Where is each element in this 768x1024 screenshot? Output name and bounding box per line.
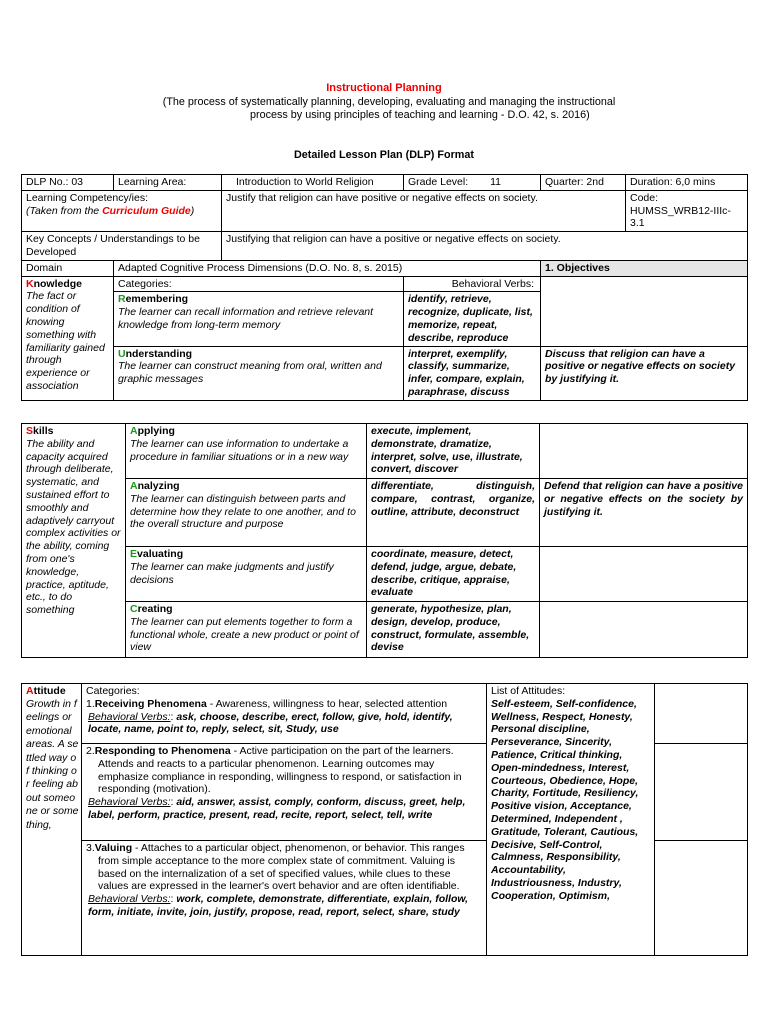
creating-objective-empty	[540, 602, 748, 658]
responding-title-line	[86, 745, 482, 796]
attitude-list-label: List of Attitudes:	[491, 685, 566, 697]
competency-note-pre: (Taken from the	[26, 204, 103, 217]
code-cell	[626, 190, 748, 231]
learning-area-value: Introduction to World Religion	[222, 175, 404, 191]
attitude-heading	[26, 685, 79, 698]
code-label: Code:	[630, 191, 659, 204]
applying-description: The learner can use information to undertake a procedure in familiar situations or in a new way	[130, 437, 349, 463]
valuing-verbs: work, complete, demonstrate, differentiate, explain, follow, form, initiate, invite, join, justify, propose, read, report, select, share, study	[88, 893, 469, 918]
analyzing-cap: A	[130, 480, 138, 492]
skills-rest: kills	[33, 425, 54, 437]
responding-number: 2.	[86, 745, 95, 757]
knowledge-heading	[26, 278, 109, 291]
skills-table	[21, 423, 748, 658]
valuing-number: 3.	[86, 842, 95, 854]
knowledge-verbs-label: Behavioral Verbs:	[404, 276, 541, 292]
remembering-rest: emembering	[125, 293, 189, 306]
learning-area-label: Learning Area:	[114, 175, 222, 191]
receiving-title-line	[86, 698, 482, 711]
receiving-verbs-line: Behavioral Verbs:: ask, choose, describe, erect, follow, give, hold, identify, locate, name, point to, reply, select, sit, Study, use	[88, 710, 453, 736]
dlp-info-table	[21, 174, 748, 401]
receiving-description: - Awareness, willingness to hear, selected attention	[206, 697, 448, 710]
attitude-list-cell	[487, 684, 655, 956]
skills-domain-cell	[22, 424, 126, 658]
attitude-list: Self-esteem, Self-confidence, Wellness, Respect, Honesty, Personal discipline, Perseverance, Sincerity, Patience, Critical thinking, Open-mindedness, Interest, Courteous, Obedience, Hope, Charity, Fortitude, Resiliency, Positive vision, Acceptance, Determined, Independent , Gratitude, Tolerant, Cautious, Decisive, Self-Control, Calmness, Responsibility, Accountability, Industriousness, Industry, Cooperation, Optimism,	[491, 697, 639, 902]
evaluating-cell	[126, 547, 367, 602]
remembering-verbs: identify, retrieve, recognize, duplicate, list, memorize, repeat, describe, reproduce	[404, 292, 541, 346]
applying-cap: A	[130, 425, 138, 437]
valuing-verbs-label: Behavioral Verbs:	[88, 893, 171, 906]
understanding-rest: nderstanding	[125, 347, 193, 360]
evaluating-rest: valuating	[137, 548, 184, 560]
understanding-cell	[114, 346, 404, 400]
attitude-domain-cell	[22, 684, 82, 956]
responding-name: Responding to Phenomena	[94, 745, 231, 757]
understanding-cap: U	[118, 347, 126, 360]
key-concepts-label: Key Concepts / Understandings to be Developed	[22, 232, 222, 261]
remembering-cell	[114, 292, 404, 346]
responding-description: - Active participation on the part of the learners. Attends and reacts to a particular phenomenon. Learning outcomes may emphasize compliance in responding, willingness to respond, or satisfaction in responding (motivation).	[98, 745, 462, 796]
knowledge-objective-empty-1	[541, 276, 748, 346]
creating-verbs: generate, hypothesize, plan, design, develop, produce, construct, formulate, assemble, devise	[367, 602, 540, 658]
knowledge-categories-label: Categories:	[114, 276, 404, 292]
understanding-description: The learner can construct meaning from oral, written and graphic messages	[118, 360, 382, 386]
responding-phenomena-cell	[82, 744, 487, 841]
understanding-heading	[118, 348, 399, 361]
understanding-verbs: interpret, exemplify, classify, summarize, infer, compare, explain, paraphrase, discuss	[404, 346, 541, 400]
duration: Duration: 6,0 mins	[626, 175, 748, 191]
knowledge-domain-cell	[22, 276, 114, 400]
creating-cap: C	[130, 603, 138, 615]
competency-note	[26, 205, 194, 217]
analyzing-description: The learner can distinguish between parts and determine how they relate to one another, and to the overall structure and purpose	[130, 492, 356, 531]
understanding-objective: Discuss that religion can have a positive or negative effects on society by justifying it.	[541, 346, 748, 400]
skills-objective: Defend that religion can have a positive or negative effects on the society by justifying it.	[540, 479, 748, 547]
remembering-description: The learner can recall information and retrieve relevant knowledge from long-term memory	[118, 306, 374, 331]
attitude-cap: A	[26, 685, 34, 697]
knowledge-cap: K	[26, 277, 34, 290]
applying-cell	[126, 424, 367, 479]
skills-description: The ability and capacity acquired through deliberate, systematic, and sustained effort to smoothly and adaptively carryout complex activities or the ability, coming from one's knowledge, practice, aptitude, etc., to do something	[26, 437, 121, 617]
format-title: Detailed Lesson Plan (DLP) Format	[294, 149, 474, 161]
responding-verbs-line: Behavioral Verbs:: aid, answer, assist, comply, conform, discuss, greet, help, label, perform, practice, present, read, recite, report, select, tell, write	[88, 796, 466, 821]
valuing-name: Valuing	[94, 842, 133, 854]
creating-description: The learner can put elements together to form a functional whole, create a new product or point of view	[130, 615, 359, 654]
subtitle-line-2: process by using principles of teaching and learning - D.O. 42, s. 2016)	[250, 109, 590, 121]
code-value: HUMSS_WRB12-IIIc-3.1	[630, 204, 731, 230]
quarter: Quarter: 2nd	[541, 175, 626, 191]
attitude-objective-empty-2	[655, 744, 748, 841]
competency-label: Learning Competency/ies:	[26, 191, 148, 204]
attitude-table	[21, 683, 748, 956]
key-concepts-value: Justifying that religion can have a positive or negative effects on society.	[222, 232, 748, 261]
attitude-description: Growth in feelings or emotional areas. A settled way of thinking or feeling about someone or something,	[26, 697, 79, 831]
grade-level	[404, 175, 541, 191]
knowledge-description: The fact or condition of knowing something with familiarity gained through experience or association	[26, 290, 105, 392]
responding-verbs: aid, answer, assist, comply, conform, discuss, greet, help, label, perform, practice, present, read, recite, report, select, tell, write	[88, 796, 466, 821]
valuing-verbs-line: Behavioral Verbs:: work, complete, demonstrate, differentiate, explain, follow, form, initiate, invite, join, justify, propose, read, report, select, share, study	[88, 893, 469, 918]
skills-heading	[26, 425, 121, 438]
evaluating-heading	[130, 548, 362, 561]
analyzing-heading	[130, 480, 362, 493]
domain-label: Domain	[22, 260, 114, 276]
evaluating-description: The learner can make judgments and justify decisions	[130, 560, 334, 586]
creating-heading	[130, 603, 362, 616]
adapted-dimensions: Adapted Cognitive Process Dimensions (D.O. No. 8, s. 2015)	[114, 260, 541, 276]
evaluating-cap: E	[130, 548, 138, 560]
skills-cap: S	[26, 425, 34, 437]
responding-verbs-label: Behavioral Verbs:	[88, 796, 171, 809]
applying-objective-empty	[540, 424, 748, 479]
receiving-name: Receiving Phenomena	[94, 697, 207, 710]
competency-label-cell	[22, 190, 222, 231]
creating-cell	[126, 602, 367, 658]
valuing-description: - Attaches to a particular object, phenomenon, or behavior. This ranges from simple acceptance to the more complex state of commitment. Valuing is based on the internalization of a set of specified values, while clues to these values are expressed in the learner's overt behavior and are often identifiable.	[98, 842, 465, 893]
attitude-rest: ttitude	[33, 685, 66, 697]
receiving-verbs-label: Behavioral Verbs:	[88, 710, 171, 723]
curriculum-guide-label: Curriculum Guide	[102, 204, 191, 217]
dlp-number: DLP No.: 03	[22, 175, 114, 191]
applying-rest: pplying	[137, 425, 175, 437]
applying-heading	[130, 425, 362, 438]
valuing-title-line	[86, 842, 482, 893]
analyzing-cell	[126, 479, 367, 547]
objectives-header: 1. Objectives	[541, 260, 748, 276]
knowledge-rest: nowledge	[33, 277, 83, 290]
creating-rest: reating	[137, 603, 173, 615]
competency-value: Justify that religion can have positive or negative effects on society.	[222, 190, 626, 231]
competency-note-post: )	[190, 204, 195, 217]
subtitle-line-1: (The process of systematically planning, developing, evaluating and managing the instructional	[162, 96, 616, 108]
attitude-objective-empty-1	[655, 684, 748, 744]
receiving-verbs: ask, choose, describe, erect, follow, give, hold, identify, locate, name, point to, reply, select, sit, Study, use	[88, 710, 453, 736]
attitude-categories-label: Categories:	[86, 685, 140, 697]
grade-level-value: 11	[490, 176, 502, 188]
remembering-cap: R	[118, 293, 126, 306]
grade-level-label: Grade Level:	[408, 176, 469, 188]
receiving-phenomena-cell	[82, 684, 487, 744]
applying-verbs: execute, implement, demonstrate, dramatize, interpret, solve, use, illustrate, convert, discover	[367, 424, 540, 479]
analyzing-verbs: differentiate, distinguish, compare, contrast, organize, outline, attribute, deconstruct	[367, 479, 540, 547]
evaluating-objective-empty	[540, 547, 748, 602]
evaluating-verbs: coordinate, measure, detect, defend, judge, argue, debate, describe, critique, appraise, evaluate	[367, 547, 540, 602]
remembering-heading	[118, 293, 399, 306]
receiving-number: 1.	[86, 697, 95, 710]
valuing-cell	[82, 841, 487, 956]
page-title: Instructional Planning	[326, 82, 442, 94]
attitude-objective-empty-3	[655, 841, 748, 956]
analyzing-rest: nalyzing	[137, 480, 180, 492]
